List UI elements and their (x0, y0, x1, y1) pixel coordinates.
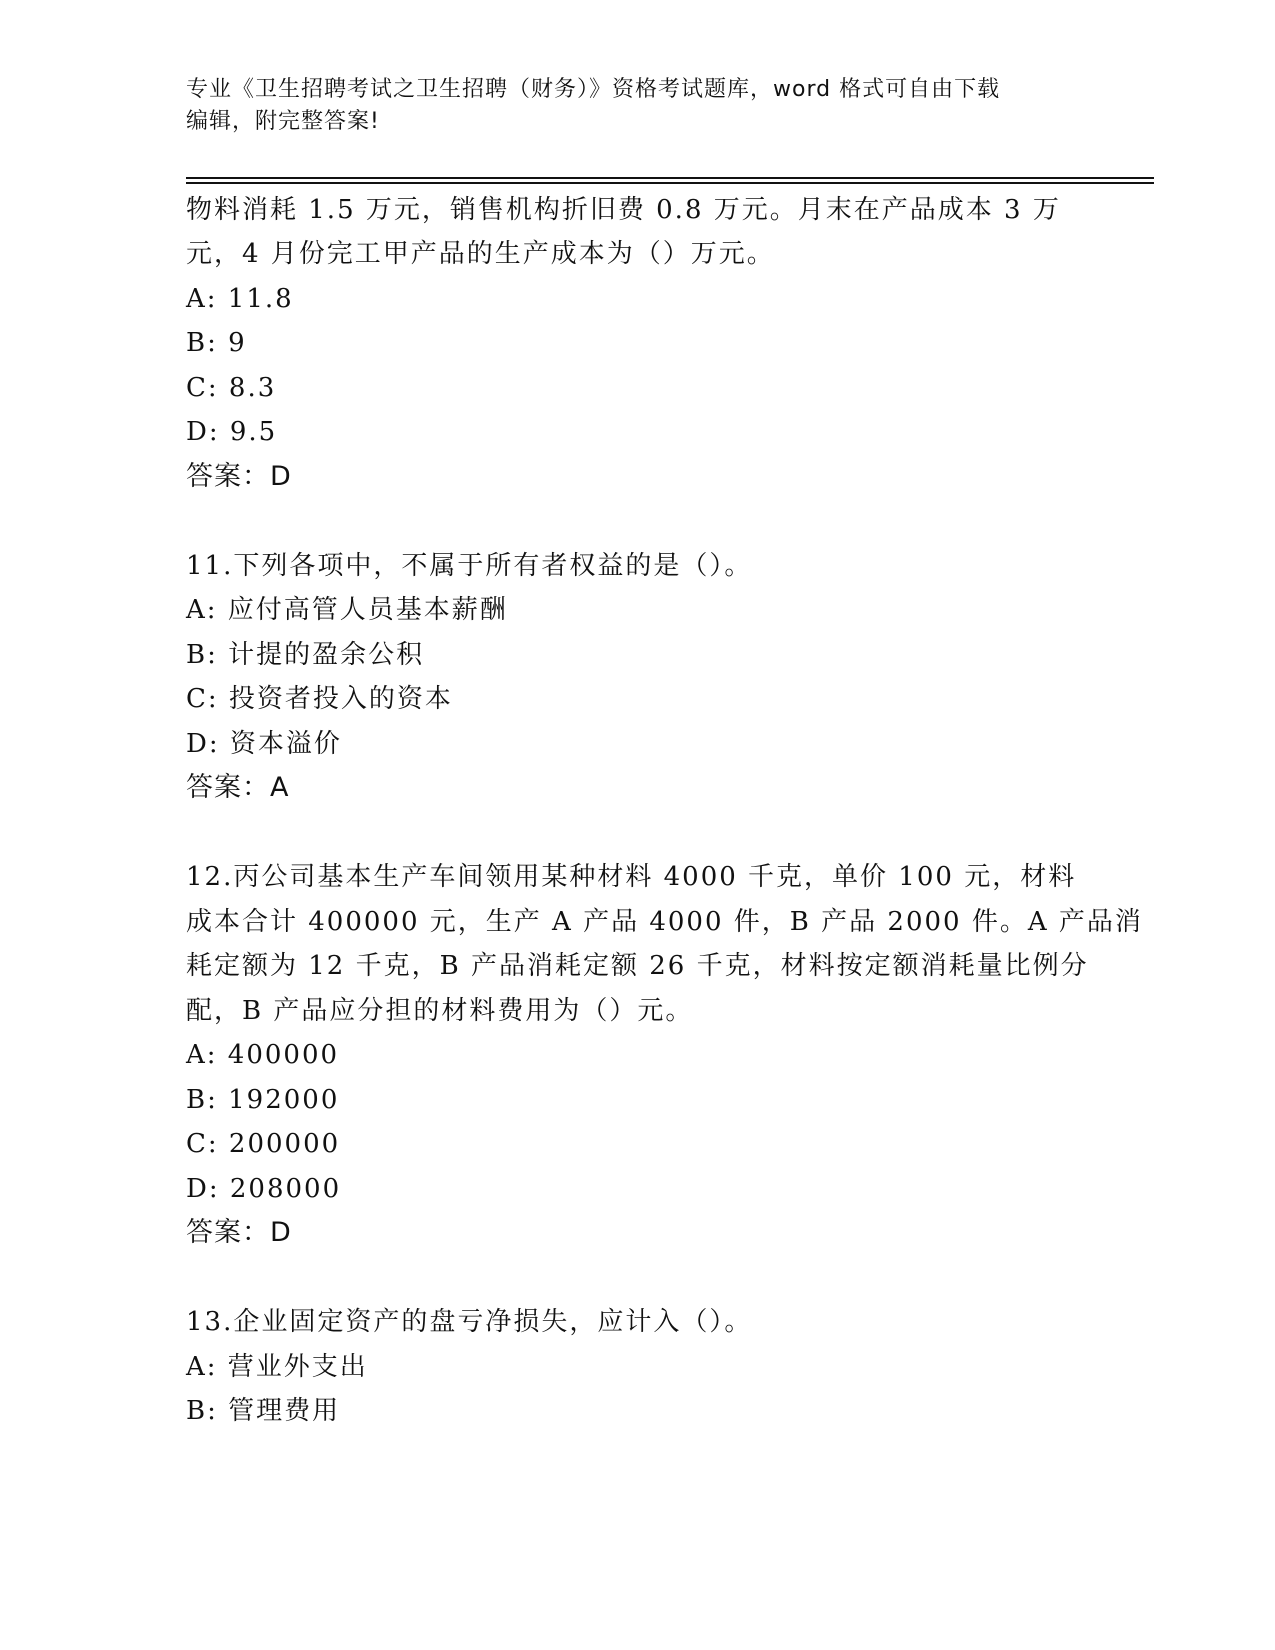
q12-stem-line-3: 耗定额为 12 千克，B 产品消耗定额 26 千克，材料按定额消耗量比例分 (186, 951, 1089, 981)
q11-answer: 答案：A (186, 772, 290, 803)
q10-option-c: C: 8.3 (186, 373, 277, 403)
q11-option-d: D: 资本溢价 (186, 729, 342, 759)
q10-option-d: D: 9.5 (186, 417, 278, 447)
q13-option-b: B: 管理费用 (186, 1396, 341, 1426)
header-rule-bottom (186, 182, 1154, 184)
q11-option-c: C: 投资者投入的资本 (186, 684, 453, 714)
q10-stem-line-2: 元，4 月份完工甲产品的生产成本为（）万元。 (186, 239, 775, 269)
q10-option-b: B: 9 (186, 328, 247, 358)
q11-stem-line-1: 11.下列各项中，不属于所有者权益的是（）。 (186, 551, 753, 581)
q12-option-a: A: 400000 (186, 1040, 340, 1070)
q12-option-c: C: 200000 (186, 1129, 341, 1159)
q13-stem-line-1: 13.企业固定资产的盘亏净损失，应计入（）。 (186, 1307, 753, 1337)
document-header (186, 74, 1086, 138)
header-line-1: 专业《卫生招聘考试之卫生招聘（财务）》资格考试题库，word 格式可自由下载 (186, 77, 1001, 102)
q12-stem-line-2: 成本合计 400000 元，生产 A 产品 4000 件，B 产品 2000 件。A 产品消 (186, 907, 1143, 937)
header-line-2: 编辑，附完整答案! (186, 109, 380, 134)
q12-option-d: D: 208000 (186, 1174, 342, 1204)
q10-option-a: A: 11.8 (186, 284, 294, 314)
q12-stem-line-4: 配，B 产品应分担的材料费用为（）元。 (186, 996, 694, 1026)
q13-option-a: A: 营业外支出 (186, 1352, 368, 1382)
q11-option-a: A: 应付高管人员基本薪酬 (186, 595, 508, 625)
q11-option-b: B: 计提的盈余公积 (186, 640, 425, 670)
q10-stem-line-1: 物料消耗 1.5 万元，销售机构折旧费 0.8 万元。月末在产品成本 3 万 (186, 195, 1061, 225)
q12-answer: 答案：D (186, 1217, 292, 1248)
q10-answer: 答案：D (186, 461, 292, 492)
q12-option-b: B: 192000 (186, 1085, 340, 1115)
header-rule-top (186, 177, 1154, 179)
q12-stem-line-1: 12.丙公司基本生产车间领用某种材料 4000 千克，单价 100 元，材料 (186, 862, 1077, 892)
